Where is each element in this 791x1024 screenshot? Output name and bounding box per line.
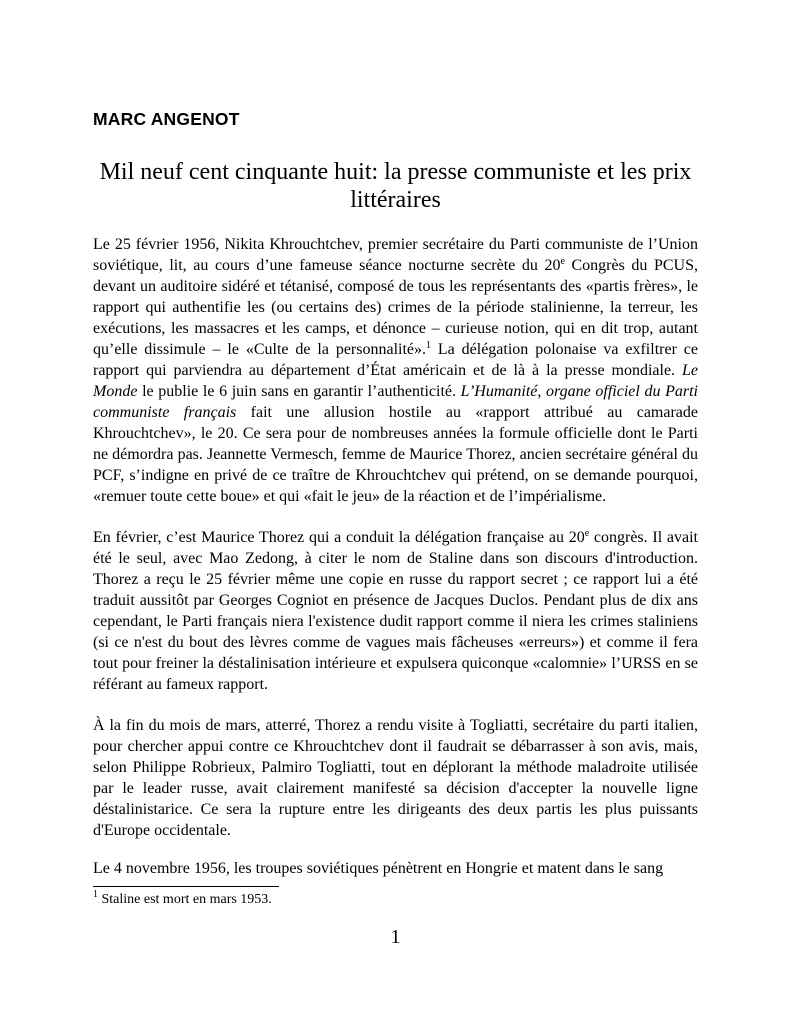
footnote-marker: 1: [93, 889, 98, 900]
text-segment: À la fin du mois de mars, atterré, Thorez a rendu visite à Togliatti, secrétaire du parti italien, pour chercher appui contre ce Khrouchtchev dont il faudrait se débarrasser à son avis, mais, selon Philippe Robrieux, Palmiro Togliatti, tout en déplorant la méthode maladroite utilisée par le leader russe, avait clairement manifesté sa décision d'accepter la nouvelle ligne déstalinistarice. Ce sera la rupture entre les dirigeants des deux partis les plus puissants d'Europe occidentale.: [93, 717, 698, 839]
document-title: Mil neuf cent cinquante huit: la presse communiste et les prix littéraires: [99, 159, 692, 213]
italic-text: L’Humanité, organe officiel du Parti communiste français: [93, 383, 698, 421]
paragraph: [93, 527, 698, 695]
body-text: [93, 234, 698, 899]
text-segment: Le 4 novembre 1956, les troupes soviétiques pénètrent en Hongrie et matent dans le sang: [93, 860, 664, 877]
page-number: 1: [390, 926, 401, 948]
text-segment: congrès. Il avait été le seul, avec Mao Zedong, à citer le nom de Staline dans son discours d'introduction. Thorez a reçu le 25 février même une copie en russe du rapport secret ; ce rapport lui a été traduit aussitôt par Georges Cogniot en présence de Jacques Duclos. Pendant plus de dix ans cependant, le Parti français niera l'existence dudit rapport comme il niera les crimes staliniens (si ce n'est du bout des lèvres comme de vagues mais fâcheuses «erreurs») et comme il fera tout pour freiner la déstalinisation intérieure et expulsera quiconque «calomnie» l’URSS en se référant au fameux rapport.: [93, 529, 698, 693]
footnote-reference: e: [560, 256, 565, 267]
text-segment: Le 25 février 1956, Nikita Khrouchtchev, premier secrétaire du Parti communiste de l’Union soviétique, lit, au cours d’une fameuse séance nocturne secrète du 20: [93, 236, 698, 274]
text-segment: Congrès du PCUS, devant un auditoire sidéré et tétanisé, composé de tous les représentants des «partis frères», le rapport qui authentifie les (ou certains des) crimes de la période stalinienne, la terreur, les exécutions, les massacres et les camps, et dénonce – curieuse notion, qui en dit trop, autant qu’elle dissimule – le «Culte de la personnalité».: [93, 257, 699, 358]
paragraph: [93, 715, 698, 841]
footnote: [93, 891, 272, 909]
author-name: MARC ANGENOT: [93, 109, 240, 129]
footnote-reference: e: [584, 528, 590, 539]
footnote-text: Staline est mort en mars 1953.: [98, 892, 272, 907]
footnote-reference: 1: [426, 340, 432, 351]
footnote-separator: [93, 886, 279, 887]
text-segment: fait une allusion hostile au «rapport attribué au camarade Khrouchtchev», le 20. Ce sera pour de nombreuses années la formule officielle dont le Parti ne démordra pas. Jeannette Vermesch, femme de Maurice Thorez, ancien secrétaire général du PCF, s’indigne en privé de ce traître de Khrouchtchev qui prétend, on se demande pourquoi, «remuer toute cette boue» et qui «fait le jeu» de la réaction et de l’impérialisme.: [93, 404, 699, 505]
italic-text: Le Monde: [93, 362, 698, 400]
text-segment: En février, c’est Maurice Thorez qui a conduit la délégation française au 20: [93, 529, 585, 546]
paragraph: [93, 858, 698, 879]
text-segment: La délégation polonaise va exfiltrer ce rapport qui parviendra au département d’État américain et de là à la presse mondiale.: [93, 341, 698, 379]
paragraph: [93, 234, 698, 507]
text-segment: le publie le 6 juin sans en garantir l’authenticité.: [137, 383, 461, 400]
